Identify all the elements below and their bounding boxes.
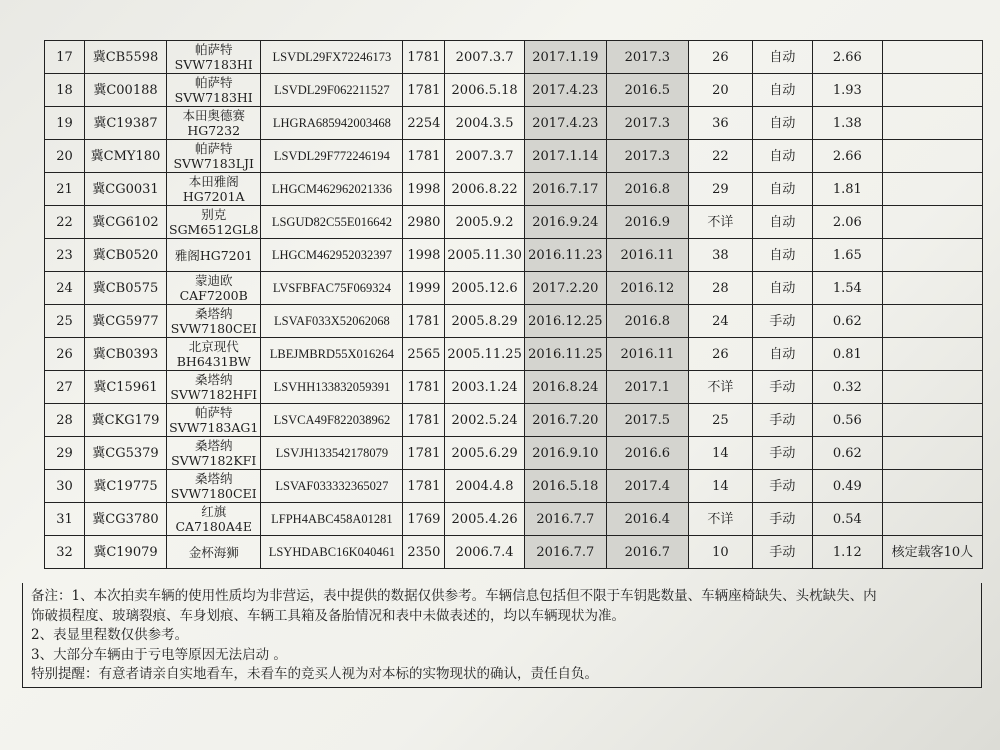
cell-insurance-date: 2017.5	[606, 404, 688, 437]
cell-plate: 冀CG5379	[85, 437, 167, 470]
cell-number: 30	[45, 470, 85, 503]
cell-plate: 冀C19079	[85, 536, 167, 569]
cell-price: 1.81	[812, 173, 882, 206]
cell-displacement: 1781	[403, 404, 445, 437]
cell-registration-date: 2006.8.22	[445, 173, 524, 206]
cell-price: 1.54	[812, 272, 882, 305]
cell-number: 18	[45, 74, 85, 107]
cell-transmission: 自动	[752, 74, 812, 107]
cell-insurance-date: 2016.8	[606, 173, 688, 206]
model-code: SGM6512GL8	[169, 222, 259, 237]
note-line-3: 2、表显里程数仅供参考。	[31, 627, 189, 643]
cell-mileage: 14	[688, 470, 752, 503]
table-row	[45, 239, 983, 272]
cell-displacement: 1998	[403, 239, 445, 272]
cell-transmission: 手动	[752, 371, 812, 404]
cell-plate: 冀C00188	[85, 74, 167, 107]
cell-insurance-date: 2016.11	[606, 239, 688, 272]
cell-remark	[882, 140, 982, 173]
model-name: 帕萨特	[194, 405, 233, 420]
cell-mileage: 25	[688, 404, 752, 437]
table-row	[45, 470, 983, 503]
cell-vin: LSYHDABC16K040461	[261, 536, 403, 569]
cell-transmission: 自动	[752, 173, 812, 206]
cell-insurance-date: 2016.6	[606, 437, 688, 470]
cell-mileage: 不详	[688, 503, 752, 536]
cell-mileage: 14	[688, 437, 752, 470]
cell-registration-date: 2007.3.7	[445, 140, 524, 173]
cell-model	[167, 536, 261, 569]
cell-mileage: 不详	[688, 206, 752, 239]
cell-inspection-date: 2016.11.23	[524, 239, 606, 272]
cell-vin: LSVAF033X52062068	[261, 305, 403, 338]
cell-plate: 冀CB0575	[85, 272, 167, 305]
cell-price: 0.81	[812, 338, 882, 371]
cell-model	[167, 338, 261, 371]
cell-vin: LHGCM462952032397	[261, 239, 403, 272]
model-code: SVW7183HI	[174, 57, 253, 72]
cell-vin: LHGRA685942003468	[261, 107, 403, 140]
cell-plate: 冀C15961	[85, 371, 167, 404]
cell-model	[167, 41, 261, 74]
cell-number: 23	[45, 239, 85, 272]
model-name: 桑塔纳	[194, 306, 233, 321]
cell-displacement: 1781	[403, 41, 445, 74]
cell-plate: 冀CG6102	[85, 206, 167, 239]
cell-vin: LHGCM462962021336	[261, 173, 403, 206]
cell-displacement: 1998	[403, 173, 445, 206]
cell-number: 31	[45, 503, 85, 536]
cell-remark	[882, 74, 982, 107]
cell-insurance-date: 2016.8	[606, 305, 688, 338]
cell-model	[167, 371, 261, 404]
table-row	[45, 305, 983, 338]
cell-remark	[882, 107, 982, 140]
model-code: SVW7183LJI	[173, 156, 254, 171]
cell-number: 20	[45, 140, 85, 173]
cell-registration-date: 2006.7.4	[445, 536, 524, 569]
cell-displacement: 1781	[403, 437, 445, 470]
cell-vin: LSVAF033332365027	[261, 470, 403, 503]
cell-transmission: 手动	[752, 470, 812, 503]
cell-remark	[882, 173, 982, 206]
cell-inspection-date: 2016.5.18	[524, 470, 606, 503]
model-code: HG7232	[187, 123, 241, 138]
cell-remark	[882, 41, 982, 74]
cell-registration-date: 2007.3.7	[445, 41, 524, 74]
cell-inspection-date: 2016.9.24	[524, 206, 606, 239]
table-row	[45, 371, 983, 404]
cell-number: 21	[45, 173, 85, 206]
cell-number: 25	[45, 305, 85, 338]
cell-number: 28	[45, 404, 85, 437]
cell-inspection-date: 2016.7.7	[524, 503, 606, 536]
cell-displacement: 1781	[403, 140, 445, 173]
cell-model	[167, 437, 261, 470]
cell-transmission: 手动	[752, 404, 812, 437]
cell-price: 1.12	[812, 536, 882, 569]
cell-registration-date: 2005.9.2	[445, 206, 524, 239]
cell-registration-date: 2005.6.29	[445, 437, 524, 470]
cell-transmission: 自动	[752, 206, 812, 239]
cell-mileage: 10	[688, 536, 752, 569]
cell-vin: LBEJMBRD55X016264	[261, 338, 403, 371]
cell-displacement: 2254	[403, 107, 445, 140]
model-code: BH6431BW	[176, 354, 251, 369]
cell-insurance-date: 2017.3	[606, 41, 688, 74]
cell-displacement: 2980	[403, 206, 445, 239]
cell-model	[167, 470, 261, 503]
cell-insurance-date: 2016.7	[606, 536, 688, 569]
cell-inspection-date: 2016.7.7	[524, 536, 606, 569]
cell-insurance-date: 2017.1	[606, 371, 688, 404]
model-code: SVW7180CEI	[170, 486, 257, 501]
cell-number: 32	[45, 536, 85, 569]
cell-vin: LSGUD82C55E016642	[261, 206, 403, 239]
cell-plate: 冀CB0393	[85, 338, 167, 371]
cell-transmission: 手动	[752, 437, 812, 470]
cell-number: 29	[45, 437, 85, 470]
cell-transmission: 自动	[752, 41, 812, 74]
cell-plate: 冀CG3780	[85, 503, 167, 536]
cell-mileage: 不详	[688, 371, 752, 404]
cell-remark: 核定载客10人	[882, 536, 982, 569]
cell-price: 0.62	[812, 305, 882, 338]
cell-plate: 冀CG0031	[85, 173, 167, 206]
cell-displacement: 2565	[403, 338, 445, 371]
cell-remark	[882, 338, 982, 371]
cell-remark	[882, 437, 982, 470]
table-row	[45, 173, 983, 206]
cell-inspection-date: 2016.11.25	[524, 338, 606, 371]
cell-remark	[882, 305, 982, 338]
cell-mileage: 38	[688, 239, 752, 272]
cell-mileage: 22	[688, 140, 752, 173]
cell-plate: 冀CG5977	[85, 305, 167, 338]
table-row	[45, 536, 983, 569]
cell-model	[167, 173, 261, 206]
model-name: 帕萨特	[194, 141, 233, 156]
cell-remark	[882, 206, 982, 239]
model-name: 本田雅阁	[188, 174, 239, 189]
table-row	[45, 41, 983, 74]
model-code: HG7201A	[182, 189, 245, 204]
cell-price: 2.66	[812, 41, 882, 74]
cell-model	[167, 404, 261, 437]
model-name: 桑塔纳	[194, 372, 233, 387]
model-name: 别克	[201, 207, 227, 222]
vehicle-table	[44, 40, 983, 569]
note-line-4: 3、大部分车辆由于亏电等原因无法启动 。	[31, 646, 287, 663]
cell-remark	[882, 371, 982, 404]
cell-price: 0.49	[812, 470, 882, 503]
model-name: 蒙迪欧	[194, 273, 233, 288]
cell-vin: LFPH4ABC458A01281	[261, 503, 403, 536]
model-code: SVW7183AG1	[169, 420, 259, 435]
model-code: SVW7180CEI	[170, 321, 257, 336]
cell-transmission: 手动	[752, 503, 812, 536]
cell-price: 2.06	[812, 206, 882, 239]
model-name: 红旗	[201, 504, 227, 519]
cell-plate: 冀C19775	[85, 470, 167, 503]
cell-price: 1.65	[812, 239, 882, 272]
cell-displacement: 1781	[403, 470, 445, 503]
cell-price: 0.56	[812, 404, 882, 437]
table-row	[45, 437, 983, 470]
cell-number: 17	[45, 41, 85, 74]
cell-number: 27	[45, 371, 85, 404]
cell-insurance-date: 2016.9	[606, 206, 688, 239]
cell-model	[167, 140, 261, 173]
cell-inspection-date: 2016.12.25	[524, 305, 606, 338]
model-name: 金杯海狮	[188, 544, 239, 560]
cell-insurance-date: 2016.11	[606, 338, 688, 371]
vehicle-rows	[45, 41, 983, 569]
cell-price: 0.32	[812, 371, 882, 404]
table-row	[45, 206, 983, 239]
cell-vin: LSVHH133832059391	[261, 371, 403, 404]
cell-registration-date: 2005.12.6	[445, 272, 524, 305]
cell-vin: LSVDL29FX72246173	[261, 41, 403, 74]
cell-remark	[882, 503, 982, 536]
model-name: 雅阁HG7201	[174, 247, 253, 263]
cell-displacement: 2350	[403, 536, 445, 569]
cell-displacement: 1781	[403, 74, 445, 107]
cell-price: 2.66	[812, 140, 882, 173]
cell-registration-date: 2005.8.29	[445, 305, 524, 338]
cell-insurance-date: 2016.12	[606, 272, 688, 305]
model-code: CA7180A4E	[175, 519, 252, 534]
cell-inspection-date: 2017.1.19	[524, 41, 606, 74]
cell-mileage: 26	[688, 338, 752, 371]
cell-displacement: 1769	[403, 503, 445, 536]
cell-model	[167, 305, 261, 338]
cell-insurance-date: 2016.4	[606, 503, 688, 536]
cell-price: 1.93	[812, 74, 882, 107]
model-code: SVW7182HFI	[170, 387, 258, 402]
cell-inspection-date: 2016.7.20	[524, 404, 606, 437]
cell-vin: LSVJH133542178079	[261, 437, 403, 470]
cell-mileage: 36	[688, 107, 752, 140]
cell-plate: 冀C19387	[85, 107, 167, 140]
cell-displacement: 1999	[403, 272, 445, 305]
cell-registration-date: 2006.5.18	[445, 74, 524, 107]
cell-price: 0.62	[812, 437, 882, 470]
cell-transmission: 自动	[752, 140, 812, 173]
model-name: 桑塔纳	[194, 438, 233, 453]
cell-mileage: 26	[688, 41, 752, 74]
cell-remark	[882, 239, 982, 272]
cell-transmission: 自动	[752, 338, 812, 371]
cell-transmission: 手动	[752, 536, 812, 569]
cell-remark	[882, 470, 982, 503]
cell-displacement: 1781	[403, 371, 445, 404]
cell-model	[167, 74, 261, 107]
cell-insurance-date: 2017.3	[606, 107, 688, 140]
cell-inspection-date: 2016.7.17	[524, 173, 606, 206]
model-name: 帕萨特	[194, 42, 233, 57]
cell-model	[167, 503, 261, 536]
cell-remark	[882, 404, 982, 437]
cell-inspection-date: 2017.1.14	[524, 140, 606, 173]
cell-insurance-date: 2017.4	[606, 470, 688, 503]
cell-transmission: 自动	[752, 107, 812, 140]
note-line-1: 备注：1、本次拍卖车辆的使用性质均为非营运，表中提供的数据仅供参考。车辆信息包括但不限于车钥匙数量、车辆座椅缺失、头枕缺失、内	[31, 588, 877, 604]
note-line-5: 特别提醒：有意者请亲自实地看车，未看车的竞买人视为对本标的实物现状的确认，责任自负。	[31, 666, 598, 682]
model-code: SVW7183HI	[174, 90, 253, 105]
cell-mileage: 20	[688, 74, 752, 107]
cell-inspection-date: 2017.4.23	[524, 107, 606, 140]
table-row	[45, 140, 983, 173]
cell-registration-date: 2005.11.25	[445, 338, 524, 371]
table-row	[45, 503, 983, 536]
model-name: 本田奥德赛	[182, 108, 245, 123]
cell-price: 0.54	[812, 503, 882, 536]
cell-inspection-date: 2017.4.23	[524, 74, 606, 107]
cell-model	[167, 272, 261, 305]
cell-registration-date: 2005.4.26	[445, 503, 524, 536]
cell-remark	[882, 272, 982, 305]
model-code: CAF7200B	[179, 288, 248, 303]
cell-vin: LSVCA49F822038962	[261, 404, 403, 437]
model-code: SVW7182KFI	[171, 453, 257, 468]
cell-plate: 冀CMY180	[85, 140, 167, 173]
model-name: 北京现代	[188, 339, 239, 354]
cell-registration-date: 2005.11.30	[445, 239, 524, 272]
cell-number: 22	[45, 206, 85, 239]
cell-plate: 冀CB0520	[85, 239, 167, 272]
cell-registration-date: 2003.1.24	[445, 371, 524, 404]
table-row	[45, 107, 983, 140]
table-row	[45, 404, 983, 437]
note-line-2: 饰破损程度、玻璃裂痕、车身划痕、车辆工具箱及备胎情况和表中未做表述的，均以车辆现状为准。	[31, 607, 625, 624]
cell-number: 19	[45, 107, 85, 140]
table-row	[45, 338, 983, 371]
table-row	[45, 272, 983, 305]
cell-inspection-date: 2017.2.20	[524, 272, 606, 305]
cell-mileage: 28	[688, 272, 752, 305]
cell-mileage: 29	[688, 173, 752, 206]
notes-box	[22, 583, 982, 688]
cell-vin: LSVDL29F772246194	[261, 140, 403, 173]
cell-mileage: 24	[688, 305, 752, 338]
cell-number: 24	[45, 272, 85, 305]
model-name: 桑塔纳	[194, 471, 233, 486]
cell-registration-date: 2004.3.5	[445, 107, 524, 140]
cell-vin: LVSFBFAC75F069324	[261, 272, 403, 305]
cell-model	[167, 107, 261, 140]
cell-model	[167, 239, 261, 272]
cell-vin: LSVDL29F062211527	[261, 74, 403, 107]
cell-registration-date: 2004.4.8	[445, 470, 524, 503]
cell-insurance-date: 2016.5	[606, 74, 688, 107]
table-row	[45, 74, 983, 107]
cell-registration-date: 2002.5.24	[445, 404, 524, 437]
cell-displacement: 1781	[403, 305, 445, 338]
cell-insurance-date: 2017.3	[606, 140, 688, 173]
cell-transmission: 手动	[752, 305, 812, 338]
cell-inspection-date: 2016.8.24	[524, 371, 606, 404]
cell-inspection-date: 2016.9.10	[524, 437, 606, 470]
cell-number: 26	[45, 338, 85, 371]
model-name: 帕萨特	[194, 75, 233, 90]
cell-price: 1.38	[812, 107, 882, 140]
cell-transmission: 自动	[752, 272, 812, 305]
cell-plate: 冀CKG179	[85, 404, 167, 437]
cell-plate: 冀CB5598	[85, 41, 167, 74]
cell-transmission: 自动	[752, 239, 812, 272]
cell-model	[167, 206, 261, 239]
